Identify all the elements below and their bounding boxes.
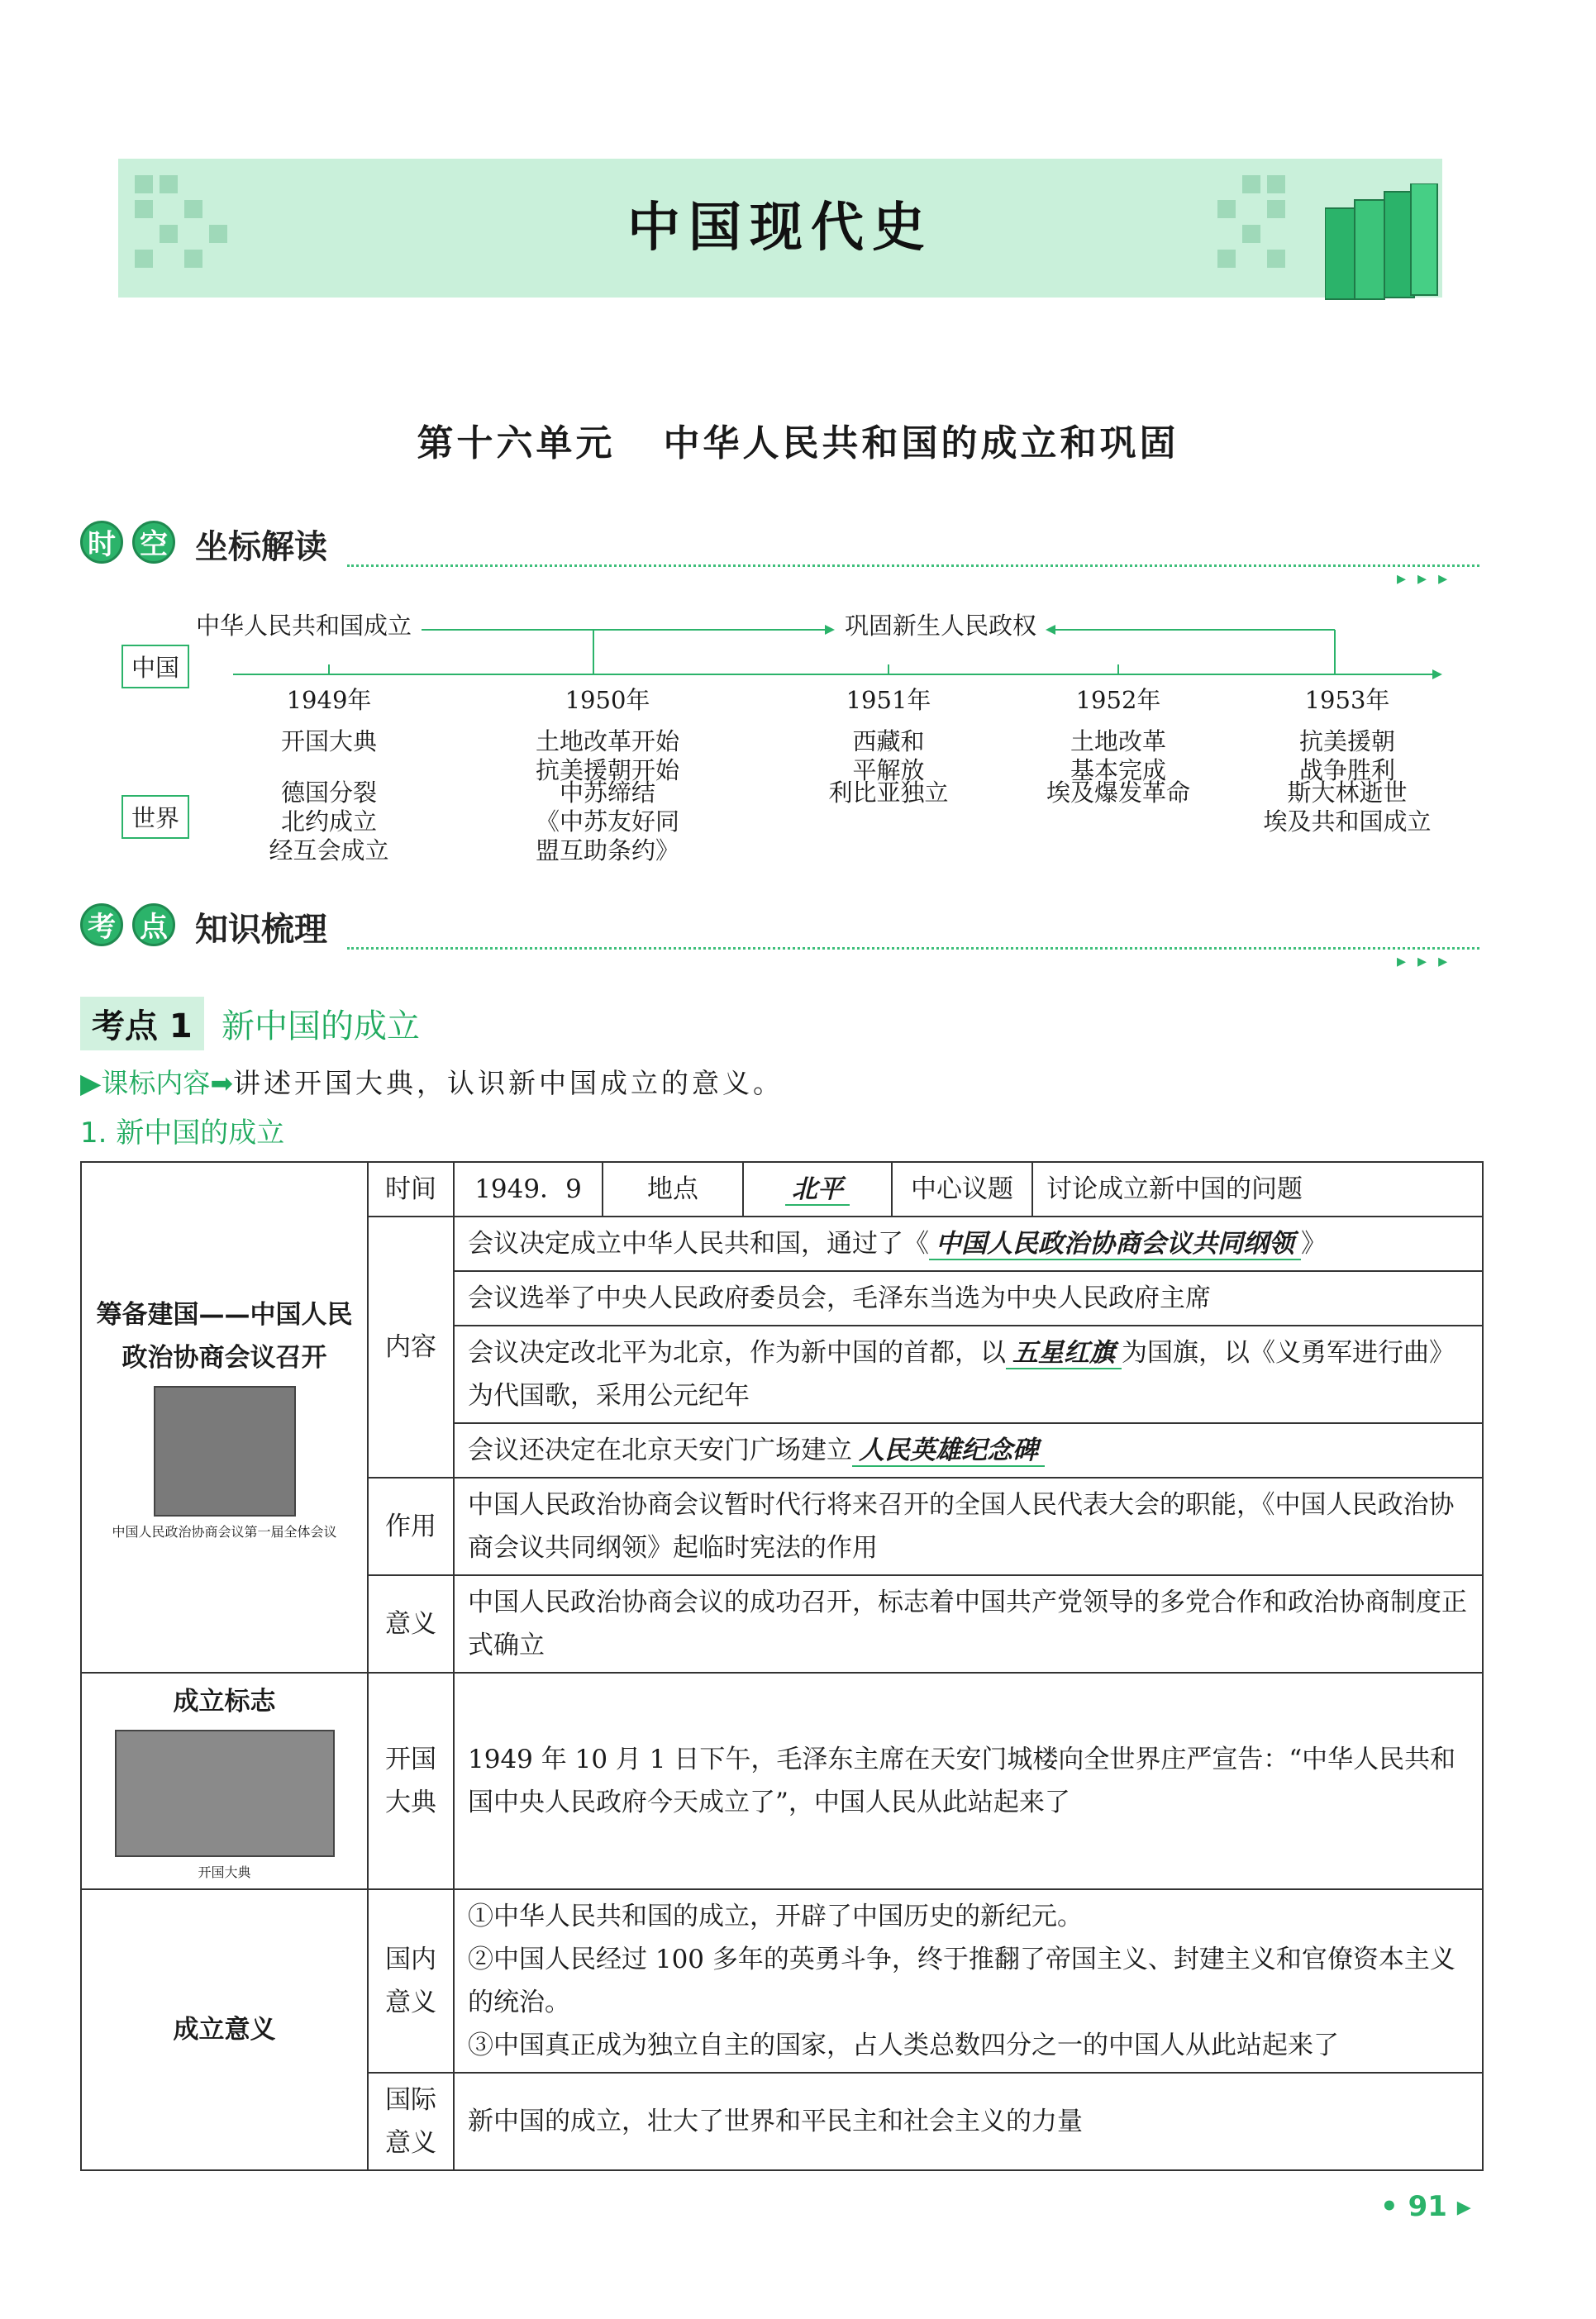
text: 会议还决定在北京天安门广场建立 xyxy=(468,1436,852,1465)
content-item xyxy=(454,1326,1483,1423)
timeline-world-event: 利比亚独立 xyxy=(828,779,949,807)
timeline-year: 1950年 xyxy=(565,686,650,714)
content-item: 会议选举了中央人民政府委员会，毛泽东当选为中央人民政府主席 xyxy=(454,1271,1483,1326)
list-item: ③中国真正成为独立自主的国家，占人类总数四分之一的中国人从此站起来了 xyxy=(468,2031,1339,2060)
text: 》 xyxy=(1301,1229,1327,1259)
timeline-world-event: 德国分裂 北约成立 经互会成立 xyxy=(269,779,389,864)
row-header-significance: 成立意义 xyxy=(81,1889,368,2170)
timeline-world-event: 埃及爆发革命 xyxy=(1046,779,1190,807)
domestic-label: 国内意义 xyxy=(368,1889,454,2073)
kebiao-line xyxy=(80,1062,784,1101)
content-label: 内容 xyxy=(368,1217,454,1478)
table-row xyxy=(81,1162,1483,1217)
time-value: 1949．9 xyxy=(454,1162,603,1217)
photo-caption: 开国大典 xyxy=(198,1864,251,1880)
row-header-text: 筹备建国——中国人民政治协商会议召开 xyxy=(96,1300,353,1373)
section-badge: 空 xyxy=(132,521,175,564)
timeline-arrow-label: 巩固新生人民政权 xyxy=(845,612,1037,640)
section-arrows: ▸▸▸ xyxy=(1397,951,1460,972)
timeline-china-event: 西藏和 平解放 xyxy=(852,727,925,784)
role-label: 作用 xyxy=(368,1478,454,1575)
chapter-banner xyxy=(118,159,1442,298)
meaning-label: 意义 xyxy=(368,1575,454,1673)
timeline-china-event: 抗美援朝 战争胜利 xyxy=(1298,727,1395,784)
fill-answer: 人民英雄纪念碑 xyxy=(852,1436,1045,1467)
content-item xyxy=(454,1423,1483,1478)
timeline-label-china: 中国 xyxy=(121,645,189,688)
domestic-list xyxy=(454,1889,1483,2073)
page-number: • 91 ▸ xyxy=(1380,2190,1471,2223)
chapter-title: 中国现代史 xyxy=(627,198,933,259)
role-text: 中国人民政治协商会议暂时代行将来召开的全国人民代表大会的职能，《中国人民政治协商会议共同纲领》起临时宪法的作用 xyxy=(454,1478,1483,1575)
subsection-title: 1. 新中国的成立 xyxy=(80,1117,285,1150)
text: 为国旗，以《义勇军进行曲》为代国歌，采用公元纪年 xyxy=(468,1338,1455,1411)
timeline-year: 1953年 xyxy=(1304,686,1390,714)
place-label: 地点 xyxy=(603,1162,743,1217)
intl-label: 国际意义 xyxy=(368,2073,454,2170)
timeline-year: 1952年 xyxy=(1075,686,1161,714)
timeline-label-world: 世界 xyxy=(121,795,189,839)
place-value xyxy=(743,1162,892,1217)
intl-text: 新中国的成立，壮大了世界和平民主和社会主义的力量 xyxy=(454,2073,1483,2170)
timeline-china-event: 土地改革 基本完成 xyxy=(1070,727,1166,784)
section-title: 知识梳理 xyxy=(195,911,327,949)
timeline-china-event: 土地改革开始 抗美援朝开始 xyxy=(535,727,679,784)
section-divider xyxy=(347,947,1479,950)
knowledge-table xyxy=(80,1161,1484,2171)
text: 会议决定改北平为北京，作为新中国的首都，以 xyxy=(468,1338,1006,1368)
kebiao-text: 讲述开国大典，认识新中国成立的意义。 xyxy=(233,1067,784,1099)
time-label: 时间 xyxy=(368,1162,454,1217)
row-header-preparation xyxy=(81,1162,368,1673)
timeline-world-event: 中苏缔结 《中苏友好同 盟互助条约》 xyxy=(535,779,679,864)
text: 会议决定成立中华人民共和国，通过了《 xyxy=(468,1229,929,1259)
section-divider xyxy=(347,564,1479,567)
ceremony-text: 1949 年 10 月 1 日下午，毛泽东主席在天安门城楼向全世界庄严宣告：“中华人民共和国中央人民政府今天成立了”，中国人民从此站起来了 xyxy=(454,1673,1483,1889)
section-title: 坐标解读 xyxy=(195,528,327,566)
unit-title: 第十六单元 中华人民共和国的成立和巩固 xyxy=(417,422,1179,464)
content-item xyxy=(454,1217,1483,1271)
list-item: ①中华人民共和国的成立，开辟了中国历史的新纪元。 xyxy=(468,1902,1083,1931)
fill-answer: 北平 xyxy=(785,1174,850,1206)
ceremony-label: 开国大典 xyxy=(368,1673,454,1889)
kaodian-title: 新中国的成立 xyxy=(222,1007,420,1045)
section-arrows: ▸▸▸ xyxy=(1397,569,1460,589)
topic-label: 中心议题 xyxy=(892,1162,1032,1217)
timeline-year: 1949年 xyxy=(286,686,372,714)
meeting-photo xyxy=(154,1386,296,1517)
fill-answer: 中国人民政治协商会议共同纲领 xyxy=(929,1229,1301,1260)
kebiao-label: ▶课标内容➡ xyxy=(80,1067,234,1099)
photo-caption: 中国人民政治协商会议第一届全体会议 xyxy=(112,1524,337,1540)
topic-value: 讨论成立新中国的问题 xyxy=(1032,1162,1483,1217)
row-header-symbol xyxy=(81,1673,368,1889)
timeline xyxy=(0,603,1596,884)
list-item: ②中国人民经过 100 多年的英勇斗争，终于推翻了帝国主义、封建主义和官僚资本主义的统治。 xyxy=(468,1945,1455,2017)
section-badge: 点 xyxy=(132,903,175,946)
kaodian-label: 考点 1 xyxy=(80,997,204,1050)
ceremony-photo xyxy=(115,1730,335,1857)
meaning-text: 中国人民政治协商会议的成功召开，标志着中国共产党领导的多党合作和政治协商制度正式确立 xyxy=(454,1575,1483,1673)
timeline-world-event: 斯大林逝世 埃及共和国成立 xyxy=(1263,779,1432,836)
table-row xyxy=(81,1889,1483,2073)
section-badge: 考 xyxy=(80,903,123,946)
timeline-china-event: 开国大典 xyxy=(280,727,377,755)
row-header-text: 成立标志 xyxy=(173,1687,276,1717)
timeline-arrow-label: 中华人民共和国成立 xyxy=(196,612,412,640)
table-row xyxy=(81,1673,1483,1889)
section-badge: 时 xyxy=(80,521,123,564)
timeline-year: 1951年 xyxy=(846,686,931,714)
fill-answer: 五星红旗 xyxy=(1006,1338,1122,1369)
